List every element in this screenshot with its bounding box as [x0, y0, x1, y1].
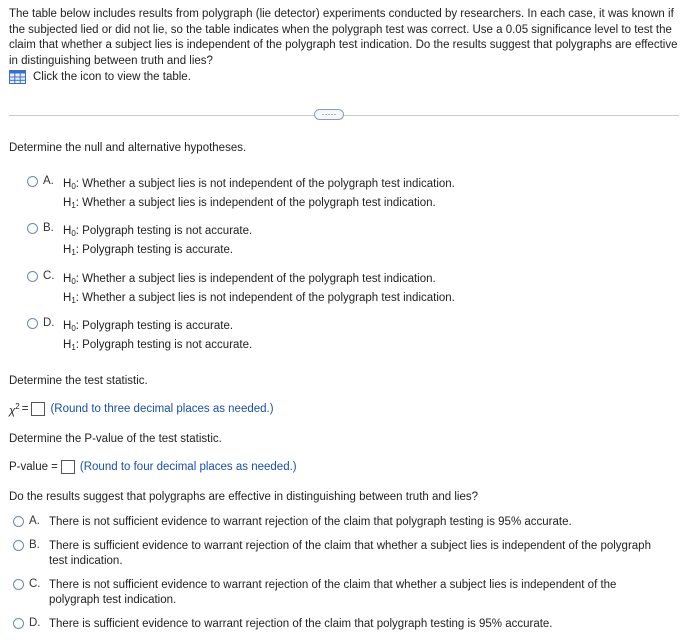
option-letter: D. [43, 317, 55, 329]
option-text: There is not sufficient evidence to warrant rejection of the claim that whether a subject lies is independent of the [49, 579, 617, 591]
view-table-label[interactable]: Click the icon to view the table. [33, 71, 191, 83]
concl-option-b[interactable] [13, 539, 651, 569]
pvalue-hint: (Round to four decimal places as needed.) [79, 461, 297, 473]
pvalue-answer-row [9, 460, 297, 474]
radio-button[interactable] [27, 223, 38, 234]
option-text: There is not sufficient evidence to warrant rejection of the claim that polygraph testing is 95% accurate. [49, 516, 572, 528]
option-letter: A. [43, 175, 54, 187]
conclusion-question: Do the results suggest that polygraphs are effective in distinguishing between truth and lies? [9, 491, 479, 503]
hyp-option-a[interactable] [27, 175, 455, 213]
view-table-link[interactable] [9, 70, 191, 84]
pvalue-question: Determine the P-value of the test statistic. [9, 433, 222, 445]
option-text-cont: test indication. [49, 555, 123, 567]
option-letter: D. [29, 617, 41, 629]
null-hypothesis: $H_0$: Polygraph testing is not accurate. [63, 225, 253, 238]
option-letter: C. [29, 578, 41, 590]
chi-label: $\chi^2$ [9, 402, 20, 417]
hyp-option-c[interactable] [27, 270, 455, 308]
concl-option-c[interactable] [13, 578, 616, 608]
radio-button[interactable] [27, 318, 38, 329]
radio-button[interactable] [13, 516, 24, 527]
option-letter: B. [29, 539, 40, 551]
pvalue-label: P-value = [9, 461, 58, 473]
problem-statement: The table below includes results from polygraph (lie detector) experiments conducted by researchers. In each case, it was known if the subjected lied or did not lie, so the table indicates when the polygraph test was correct. Use a 0.05 significance level to test the claim that whether a subject lies is independent of the polygraph test indication. Do the results suggest that polygraphs are effective in distinguishing between truth and lies? [9, 8, 678, 67]
option-text-cont: polygraph test indication. [49, 594, 177, 606]
hyp-option-d[interactable] [27, 317, 252, 355]
chi-square-answer-row [9, 402, 274, 417]
section-divider [9, 115, 679, 116]
alt-hypothesis: $H_1$: Whether a subject lies is independent of the polygraph test indication. [63, 197, 436, 210]
alt-hypothesis: $H_1$: Whether a subject lies is not independent of the polygraph test indication. [63, 292, 455, 305]
option-text: There is sufficient evidence to warrant rejection of the claim that polygraph testing is 95% accurate. [49, 618, 553, 630]
alt-hypothesis: $H_1$: Polygraph testing is accurate. [63, 244, 234, 257]
equals-sign: = [21, 403, 29, 416]
table-icon[interactable] [9, 70, 26, 84]
option-letter: B. [43, 222, 54, 234]
test-statistic-question: Determine the test statistic. [9, 375, 148, 387]
radio-button[interactable] [27, 271, 38, 282]
radio-button[interactable] [13, 540, 24, 551]
option-text: There is sufficient evidence to warrant rejection of the claim that whether a subject lies is independent of the polygraph [49, 540, 651, 552]
null-hypothesis: $H_0$: Polygraph testing is accurate. [63, 320, 234, 333]
hypotheses-question: Determine the null and alternative hypotheses. [9, 142, 247, 154]
option-letter: A. [29, 515, 40, 527]
chi-square-hint: (Round to three decimal places as needed.) [50, 403, 274, 416]
radio-button[interactable] [13, 618, 24, 629]
radio-button[interactable] [13, 579, 24, 590]
option-letter: C. [43, 270, 55, 282]
alt-hypothesis: $H_1$: Polygraph testing is not accurate. [63, 339, 253, 352]
chi-square-input[interactable] [31, 402, 45, 416]
radio-button[interactable] [27, 176, 38, 187]
null-hypothesis: $H_0$: Whether a subject lies is independent of the polygraph test indication. [63, 273, 436, 286]
hyp-option-b[interactable] [27, 222, 252, 260]
concl-option-d[interactable] [13, 617, 553, 632]
pvalue-input[interactable] [61, 460, 75, 474]
null-hypothesis: $H_0$: Whether a subject lies is not independent of the polygraph test indication. [63, 178, 455, 191]
expand-more-button[interactable]: ····· [314, 109, 344, 120]
concl-option-a[interactable] [13, 515, 572, 530]
